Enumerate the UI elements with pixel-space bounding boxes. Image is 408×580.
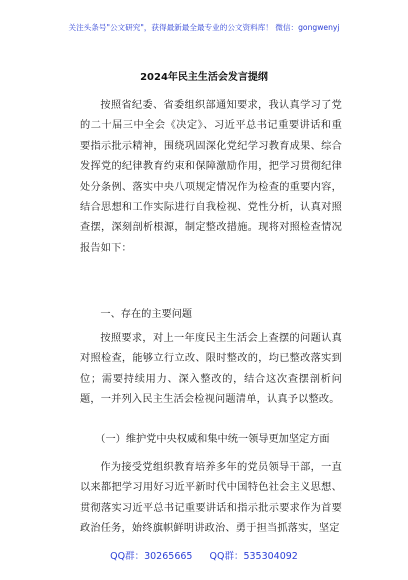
footer-qq-group-2: QQ群：535304092	[209, 551, 298, 562]
footer	[0, 548, 408, 562]
subsection-heading-1: （一）维护党中央权威和集中统一领导更加坚定方面	[95, 434, 330, 445]
top-banner: 关注头条号"公文研究"，获得最新最全最专业的公文资料库！ 微信：gongwenyj	[68, 23, 340, 32]
intro-paragraph: 按照省纪委、省委组织部通知要求，我认真学习了党的二十届三中全会《决定》、习近平总书记重要讲话和重要指示批示精神，围绕巩固深化党纪学习教育成果、综合发挥党的纪律教育约束和保障激励作用，把学习贯彻纪律处分条例、落实中央八项规定情况作为检查的重要内容，结合思想和工作实际进行自我检视、党性分析，认真对照查摆，深刻剖析根源，制定整改措施。现将对照检查情况报告如下：	[80, 100, 342, 254]
document-title: 2024年民主生活会发言提纲	[140, 72, 268, 83]
subsection-1-paragraph: 作为接受党组织教育培养多年的党员领导干部，一直以来都把学习用好习近平新时代中国特色社会主义思想、贯彻落实习近平总书记重要讲话和指示批示要求作为首要政治任务，始终旗帜鲜明讲政治、勇于担当抓落实，坚定	[80, 462, 342, 535]
section-heading-1: 一、存在的主要问题	[100, 309, 193, 320]
section-1-paragraph: 按照要求，对上一年度民主生活会上查摆的问题认真对照检查，能够立行立改、限时整改的，均已整改落实到位；需要持续用力、深入整改的，结合这次查摆剖析问题，一并列入民主生活会检视问题清单，认真予以整改。	[80, 333, 342, 406]
footer-qq-group-1: QQ群：30265665	[110, 551, 193, 562]
